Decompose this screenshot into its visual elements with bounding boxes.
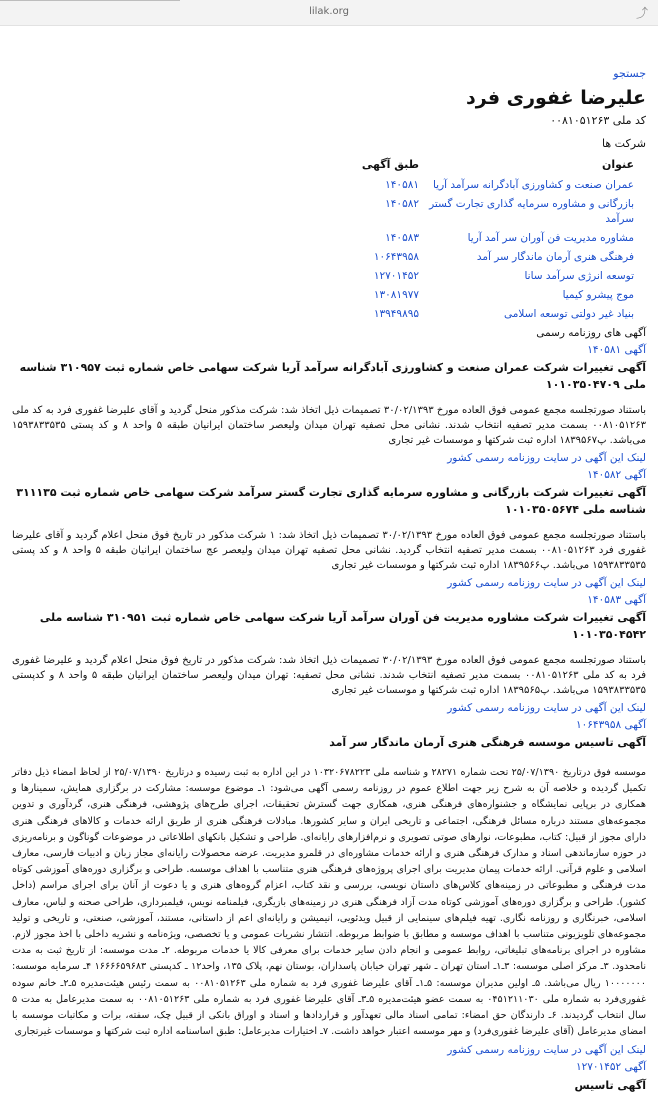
ad-title: آگهی تغییرات شرکت عمران صنعت و کشاورزی آبادگرانه سرآمد آریا شرکت سهامی خاص شماره ثبت ۳۱۰۹۵۷ شناسه ملی ۱۰۱۰۳۵۰۴۷۰۹ — [19, 361, 646, 391]
ad-code-link[interactable]: ۱۴۰۵۸۲ — [385, 198, 419, 210]
official-gazette-link[interactable]: لینک این آگهی در سایت روزنامه رسمی کشور — [447, 577, 646, 589]
ad-code-link[interactable]: ۱۲۷۰۱۴۵۲ — [373, 270, 419, 282]
main-content — [0, 66, 658, 1093]
table-row — [299, 267, 634, 286]
company-link[interactable]: موج پیشرو کیمیا — [562, 289, 634, 301]
ad-code-link[interactable]: آگهی ۱۲۷۰۱۴۵۲ — [576, 1061, 646, 1074]
table-row — [299, 305, 634, 324]
ad-body: موسسه فوق درتاریخ ۲۵/۰۷/۱۳۹۰ تحت شماره ۲۸۲۷۱ و شناسه ملی ۱۰۳۲۰۶۷۸۲۲۳ در این اداره به ثبت رسیده و درتاریخ ۲۵/۰۷/۱۳۹۰ از لحاظ امضاء ذیل دفاتر تکمیل گردیده و خلاصه آن به شرح زیر جهت اطلاع عموم در روزنامه رسمی آگهی می‌شود: ۱ـ موضوع موسسه: مشارکت در برگزاری همایش، سمینارها و همکاری در برپایی نمایشگاه و جشنواره‌های فرهنگی هنری، همکاری جهت گسترش تحقیقات، اجرای طرح‌های پژوهشی، فرهنگی هنری، گردآوری و تدوین مجموعه‌های مستند درباره مسائل فرهنگی، اجتماعی و تاریخی ایران و سایر کشورها. مبادلات فرهنگی هنری از طریق ارائه خدمات و کالاهای فرهنگی هنری دارای مجوز از قبیل: کتاب، مطبوعات، نوارهای صوتی تصویری و نرم‌افزارهای رایانه‌ای. طراحی و تشکیل بانکهای اطلاعاتی در موضوعات گوناگون و برنامه‌ریزی در حوزه سازماندهی اسناد و مدارک فرهنگی هنری و ارائه خدمات مشاوره‌ای در قلمرو مدیریت. عرضه محصولات رایانه‌ای مجاز زبان و ادبیات فارسی، معارف اسلامی و علوم قرآنی. ارائه خدمات پیمان مدیریت برای اجرای پروژه‌های فرهنگی هنری متناسب با اهداف موسسه. طراحی و برگزاری دوره‌های آموزشی کوتاه مدت فرهنگی و مطبوعاتی در زمینه‌های کلاس‌های داستان نویسی، بررسی و نقد کتاب، اعزام گروه‌های هنری و یا دعوت از آنان برای اجرای مراسم (داخل کشور). طراحی و برگزاری دوره‌های آموزشی کوتاه مدت آزاد فرهنگی هنری در زمینه‌های بازیگری، فیلمنامه نویس، فیلمبرداری، طراحی صحنه و لباس، معارف اسلامی، خبرنگاری و روزنامه نگاری. تهیه فیلم‌های سینمایی از قبیل ویدئویی، انیمیشن و رایانه‌ای اعم از داستانی، مستند، آموزشی، صنعتی، و تاریخی و تولید مجموعه‌های تلویزیونی متناسب با اهداف موسسه و مطابق با ضوابط مربوطه. انتشار نشریات عمومی و یا تخصصی، ویژه‌نامه و نشریه داخلی با اخذ مجوز لازم. مشاوره در اجرای برنامه‌های تبلیغاتی، روابط عمومی و انجام دادن سایر خدمات برای معرفی کالا یا خدمات مربوطه. ۲ـ مدت موسسه: از تاریخ ثبت به مدت نامحدود. ۳ـ مرکز اصلی موسسه: ۳ـ۱ـ استان تهران ـ شهر تهران خیابان پاسداران، بوستان نهم، پلاک ۱۳۵، واحد۱۲ ـ کدپستی ۱۶۶۶۶۵۹۶۸۳ ۴ـ سرمایه موسسه: ۱۰۰۰۰۰۰۰ ریال می‌باشد. ۵ـ اولین مدیران موسسه: ۵ـ۱ـ آقای علیرضا غفوری فرد به شماره ملی ۰۰۸۱۰۵۱۲۶۳ به سمت رئیس هیئت‌مدیره ۵ـ۲ـ خانم سوده غفوری‌فرد به شماره ملی ۰۴۵۱۲۱۱۰۳۰ به سمت عضو هیئت‌مدیره ۵ـ۳ـ آقای علیرضا غفوری فرد به شماره ملی ۰۰۸۱۰۵۱۲۶۳ به سمت مدیرعامل به مدت ۵ سال انتخاب گردیدند. ۶ـ دارندگان حق امضاء: تمامی اسناد مالی تعهدآور و قراردادها و اسناد و اوراق بانکی از قبیل چک، سفته، برات و مکاتبات موسسه با امضای مدیرعامل (آقای علیرضا غفوری‌فرد) و مهر موسسه اعتبار خواهد داشت. ۷ـ اختیارات مدیرعامل: طبق اساسنامه اداره ثبت شرکتها و موسسات غیرتجاری — [12, 767, 647, 1038]
ad-code-link[interactable]: آگهی ۱۴۰۵۸۳ — [587, 594, 646, 606]
official-gazette-link[interactable]: لینک این آگهی در سایت روزنامه رسمی کشور — [447, 702, 646, 714]
ad-code-link[interactable]: ۱۰۶۴۳۹۵۸ — [373, 251, 419, 263]
ad-entry — [12, 468, 646, 591]
ad-title: آگهی تاسیس موسسه فرهنگی هنری آرمان ماندگار سر آمد — [329, 736, 646, 749]
ad-code-link[interactable]: ۱۳۹۴۹۸۹۵ — [373, 308, 419, 320]
table-row — [299, 176, 634, 195]
ad-code-link[interactable]: ۱۳۰۸۱۹۷۷ — [373, 289, 419, 301]
national-id: کد ملی ۰۰۸۱۰۵۱۲۶۳ — [550, 114, 646, 127]
table-row — [299, 229, 634, 248]
ad-entry — [12, 343, 646, 466]
table-header-row — [299, 155, 634, 176]
table-row — [299, 286, 634, 305]
company-link[interactable]: بازرگانی و مشاوره سرمایه گذاری تجارت گستر سرآمد — [429, 198, 634, 225]
newspaper-ads-heading: آگهی های روزنامه رسمی — [536, 327, 646, 339]
column-header-code: طبق آگهی — [361, 158, 419, 171]
tab-strip — [0, 0, 180, 4]
column-header-title: عنوان — [601, 158, 634, 171]
table-row — [299, 248, 634, 267]
ad-code-link[interactable]: ۱۴۰۵۸۱ — [385, 179, 419, 191]
browser-toolbar — [0, 0, 658, 26]
table-row — [299, 195, 634, 229]
ad-entry — [12, 1060, 646, 1093]
company-link[interactable]: فرهنگی هنری آرمان ماندگار سر آمد — [476, 251, 634, 263]
companies-table — [299, 155, 634, 324]
ad-code-link[interactable]: آگهی ۱۴۰۵۸۱ — [587, 344, 646, 356]
ad-entry — [12, 593, 646, 716]
breadcrumb-search[interactable]: جستجو — [613, 67, 646, 80]
official-gazette-link[interactable]: لینک این آگهی در سایت روزنامه رسمی کشور — [447, 1044, 646, 1057]
company-link[interactable]: مشاوره مدیریت فن آوران سر آمد آریا — [467, 232, 634, 244]
share-icon[interactable]: ⤴ — [635, 6, 648, 20]
ad-entry — [12, 718, 646, 1058]
company-link[interactable]: عمران صنعت و کشاورزی آبادگرانه سرآمد آریا — [432, 179, 634, 191]
ad-code-link[interactable]: آگهی ۱۴۰۵۸۲ — [587, 469, 646, 481]
ad-code-link[interactable]: ۱۴۰۵۸۳ — [385, 232, 419, 244]
companies-heading: شرکت ها — [602, 137, 646, 150]
ad-body: باستناد صورتجلسه مجمع عمومی فوق العاده مورخ ۳۰/۰۲/۱۳۹۳ تصمیمات ذیل اتخاذ شد: ۱ شرکت مذکور در تاریخ فوق منحل اعلام گردید و آقای علیرضا غفوری فرد ۰۰۸۱۰۵۱۲۶۳ بسمت مدیر تصفیه انتخاب گردید. نشانی محل تصفیه تهران میدان ولیعصر عج ساختمان ایرانیان طبقه ۵ واحد ۸ و کد پستی ۱۵۹۳۸۳۳۵۳۵ می‌باشد. پ۱۸۳۹۵۶۶ اداره ثبت شرکتها و موسسات غیر تجاری — [12, 530, 647, 571]
ad-code-link[interactable]: آگهی ۱۰۶۴۳۹۵۸ — [576, 719, 646, 731]
ad-title: آگهی تغییرات شرکت مشاوره مدیریت فن آوران سرآمد آریا شرکت سهامی خاص شماره ثبت ۳۱۰۹۵۱ شناسه ملی ۱۰۱۰۳۵۰۴۵۴۲ — [39, 611, 646, 641]
ad-title: آگهی تاسیس — [574, 1079, 646, 1093]
ad-body: باستناد صورتجلسه مجمع عمومی فوق العاده مورخ ۳۰/۰۲/۱۳۹۳ تصمیمات ذیل اتخاذ شد: شرکت مذکور منحل گردید و آقای علیرضا غفوری فرد به کد ملی ۰۰۸۱۰۵۱۲۶۳ بسمت مدیر تصفیه انتخاب شدند. نشانی محل تصفیه تهران میدان ولیعصر ساختمان ایرانیان طبقه ۵ واحد ۸ و کد پستی ۱۵۹۳۸۳۳۵۳۵ می‌باشد. پ۱۸۳۹۵۶۷ اداره ثبت شرکتها و موسسات غیر تجاری — [12, 405, 647, 446]
ad-title: آگهی تغییرات شرکت بازرگانی و مشاوره سرمایه گذاری تجارت گستر سرآمد شرکت سهامی خاص شماره ثبت ۳۱۱۱۳۵ شناسه ملی ۱۰۱۰۳۵۰۵۶۷۴ — [16, 486, 646, 516]
page-title: علیرضا غفوری فرد — [466, 87, 646, 109]
official-gazette-link[interactable]: لینک این آگهی در سایت روزنامه رسمی کشور — [447, 452, 646, 464]
company-link[interactable]: توسعه انرژی سرآمد سانا — [524, 270, 634, 282]
address-bar[interactable]: lilak.org — [309, 6, 349, 17]
company-link[interactable]: بنیاد غیر دولتی توسعه اسلامی — [504, 308, 634, 320]
ad-body: باستناد صورتجلسه مجمع عمومی فوق العاده مورخ ۳۰/۰۲/۱۳۹۳ تصمیمات ذیل اتخاذ شد: شرکت مذکور در تاریخ فوق منحل اعلام گردید و علیرضا غفوری فرد به کد ملی ۰۰۸۱۰۵۱۲۶۳ بسمت مدیر تصفیه انتخاب شدند. نشانی محل تصفیه: تهران میدان ولیعصر ساختمان ایرانیان طبقه ۵ واحد ۸ و کدپستی ۱۵۹۳۸۳۳۵۳۵ می‌باشد. پ۱۸۳۹۵۶۵ اداره ثبت شرکتها و موسسات غیر تجاری — [12, 655, 647, 696]
